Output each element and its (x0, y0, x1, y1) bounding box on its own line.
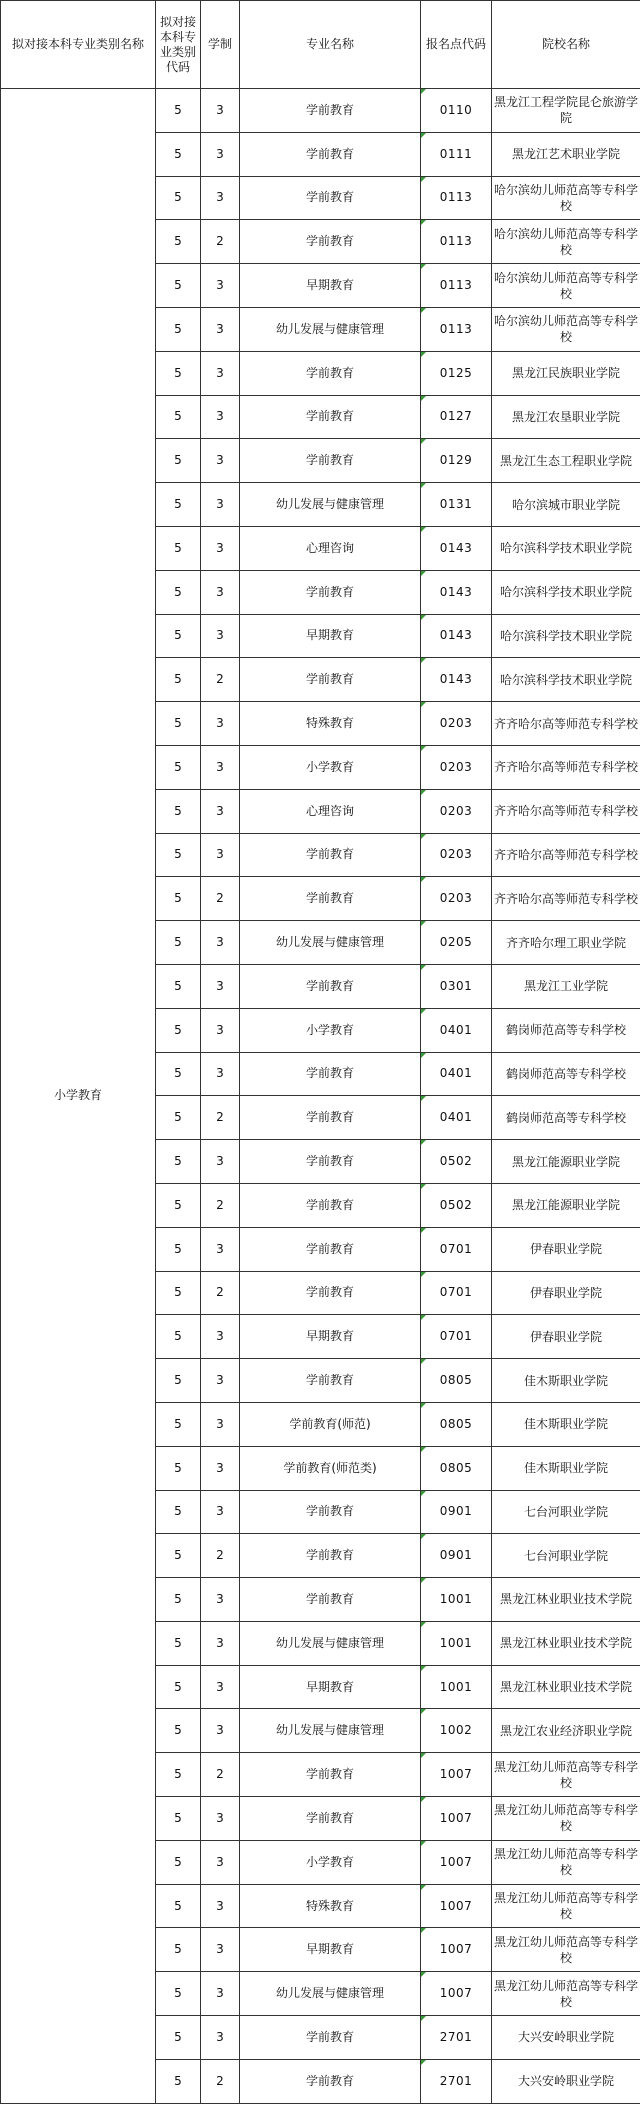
school-name-cell: 鹤岗师范高等专科学校 (492, 1052, 640, 1096)
registration-code-cell: 0110 (421, 89, 492, 133)
category-code-cell: 5 (156, 658, 201, 702)
major-name-cell: 学前教育 (240, 1490, 421, 1534)
major-name-cell: 学前教育 (240, 833, 421, 877)
years-cell: 3 (201, 395, 240, 439)
registration-code-cell: 1007 (421, 1972, 492, 2016)
years-cell: 3 (201, 1840, 240, 1884)
category-code-cell: 5 (156, 1709, 201, 1753)
years-cell: 3 (201, 526, 240, 570)
registration-code-cell: 0401 (421, 1052, 492, 1096)
category-code-cell: 5 (156, 1578, 201, 1622)
registration-code-cell: 2701 (421, 2059, 492, 2103)
years-cell: 2 (201, 1271, 240, 1315)
registration-code-cell: 0502 (421, 1183, 492, 1227)
school-name-cell: 黑龙江幼儿师范高等专科学校 (492, 1797, 640, 1841)
registration-code-cell: 1001 (421, 1665, 492, 1709)
major-name-cell: 特殊教育 (240, 702, 421, 746)
registration-code-cell: 0301 (421, 964, 492, 1008)
school-name-cell: 黑龙江幼儿师范高等专科学校 (492, 1928, 640, 1972)
category-code-cell: 5 (156, 132, 201, 176)
years-cell: 2 (201, 1096, 240, 1140)
category-code-cell: 5 (156, 2016, 201, 2060)
years-cell: 3 (201, 1709, 240, 1753)
registration-code-cell: 0113 (421, 307, 492, 351)
years-cell: 2 (201, 877, 240, 921)
major-name-cell: 心理咨询 (240, 789, 421, 833)
school-name-cell: 黑龙江林业职业技术学院 (492, 1578, 640, 1622)
school-name-cell: 齐齐哈尔高等师范专科学校 (492, 833, 640, 877)
category-code-cell: 5 (156, 833, 201, 877)
category-code-cell: 5 (156, 483, 201, 527)
school-name-cell: 齐齐哈尔高等师范专科学校 (492, 877, 640, 921)
years-cell: 3 (201, 570, 240, 614)
school-name-cell: 鹤岗师范高等专科学校 (492, 1096, 640, 1140)
school-name-cell: 鹤岗师范高等专科学校 (492, 1008, 640, 1052)
major-name-cell: 学前教育 (240, 658, 421, 702)
years-cell: 3 (201, 176, 240, 220)
category-code-cell: 5 (156, 89, 201, 133)
header-major: 专业名称 (240, 1, 421, 89)
category-code-cell: 5 (156, 1315, 201, 1359)
category-name-cell: 小学教育 (1, 89, 156, 2104)
registration-code-cell: 0111 (421, 132, 492, 176)
category-code-cell: 5 (156, 921, 201, 965)
years-cell: 3 (201, 745, 240, 789)
years-cell: 2 (201, 1183, 240, 1227)
category-code-cell: 5 (156, 1140, 201, 1184)
category-code-cell: 5 (156, 745, 201, 789)
header-row (1, 1, 640, 89)
registration-code-cell: 0125 (421, 351, 492, 395)
registration-code-cell: 0113 (421, 264, 492, 308)
major-name-cell: 早期教育 (240, 1928, 421, 1972)
registration-code-cell: 0805 (421, 1446, 492, 1490)
registration-code-cell: 0901 (421, 1534, 492, 1578)
school-name-cell: 哈尔滨科学技术职业学院 (492, 614, 640, 658)
years-cell: 3 (201, 1446, 240, 1490)
school-name-cell: 黑龙江能源职业学院 (492, 1140, 640, 1184)
years-cell: 3 (201, 1052, 240, 1096)
header-years: 学制 (201, 1, 240, 89)
school-name-cell: 黑龙江幼儿师范高等专科学校 (492, 1972, 640, 2016)
school-name-cell: 齐齐哈尔理工职业学院 (492, 921, 640, 965)
category-code-cell: 5 (156, 1359, 201, 1403)
major-name-cell: 学前教育 (240, 1052, 421, 1096)
major-name-cell: 学前教育(师范) (240, 1402, 421, 1446)
years-cell: 3 (201, 1315, 240, 1359)
registration-code-cell: 0502 (421, 1140, 492, 1184)
years-cell: 3 (201, 1884, 240, 1928)
years-cell: 3 (201, 614, 240, 658)
registration-code-cell: 0701 (421, 1315, 492, 1359)
school-name-cell: 大兴安岭职业学院 (492, 2059, 640, 2103)
registration-code-cell: 1007 (421, 1884, 492, 1928)
school-name-cell: 黑龙江幼儿师范高等专科学校 (492, 1840, 640, 1884)
years-cell: 3 (201, 921, 240, 965)
school-name-cell: 黑龙江工程学院昆仑旅游学院 (492, 89, 640, 133)
school-name-cell: 黑龙江民族职业学院 (492, 351, 640, 395)
school-name-cell: 黑龙江林业职业技术学院 (492, 1621, 640, 1665)
years-cell: 2 (201, 658, 240, 702)
major-name-cell: 幼儿发展与健康管理 (240, 307, 421, 351)
school-name-cell: 哈尔滨幼儿师范高等专科学校 (492, 176, 640, 220)
registration-code-cell: 1007 (421, 1840, 492, 1884)
school-name-cell: 伊春职业学院 (492, 1227, 640, 1271)
major-name-cell: 学前教育 (240, 1578, 421, 1622)
header-category-code: 拟对接本科专业类别代码 (156, 1, 201, 89)
category-code-cell: 5 (156, 1008, 201, 1052)
school-name-cell: 佳木斯职业学院 (492, 1359, 640, 1403)
years-cell: 3 (201, 702, 240, 746)
category-code-cell: 5 (156, 1753, 201, 1797)
category-code-cell: 5 (156, 1052, 201, 1096)
school-name-cell: 黑龙江工业学院 (492, 964, 640, 1008)
category-code-cell: 5 (156, 964, 201, 1008)
major-name-cell: 学前教育 (240, 570, 421, 614)
registration-code-cell: 1007 (421, 1797, 492, 1841)
major-name-cell: 学前教育 (240, 1227, 421, 1271)
registration-code-cell: 1001 (421, 1621, 492, 1665)
school-name-cell: 哈尔滨科学技术职业学院 (492, 658, 640, 702)
years-cell: 3 (201, 1140, 240, 1184)
major-name-cell: 幼儿发展与健康管理 (240, 1709, 421, 1753)
school-name-cell: 黑龙江能源职业学院 (492, 1183, 640, 1227)
years-cell: 3 (201, 132, 240, 176)
major-name-cell: 学前教育(师范类) (240, 1446, 421, 1490)
school-name-cell: 哈尔滨幼儿师范高等专科学校 (492, 220, 640, 264)
registration-code-cell: 1007 (421, 1753, 492, 1797)
category-code-cell: 5 (156, 1797, 201, 1841)
major-name-cell: 小学教育 (240, 745, 421, 789)
registration-code-cell: 0701 (421, 1271, 492, 1315)
category-code-cell: 5 (156, 1840, 201, 1884)
registration-code-cell: 0901 (421, 1490, 492, 1534)
major-name-cell: 学前教育 (240, 395, 421, 439)
major-name-cell: 早期教育 (240, 614, 421, 658)
years-cell: 3 (201, 1797, 240, 1841)
major-name-cell: 学前教育 (240, 351, 421, 395)
school-name-cell: 黑龙江幼儿师范高等专科学校 (492, 1884, 640, 1928)
category-code-cell: 5 (156, 395, 201, 439)
school-name-cell: 伊春职业学院 (492, 1315, 640, 1359)
school-name-cell: 哈尔滨科学技术职业学院 (492, 526, 640, 570)
school-name-cell: 大兴安岭职业学院 (492, 2016, 640, 2060)
major-name-cell: 学前教育 (240, 1797, 421, 1841)
major-name-cell: 学前教育 (240, 1271, 421, 1315)
school-name-cell: 齐齐哈尔高等师范专科学校 (492, 745, 640, 789)
category-code-cell: 5 (156, 1928, 201, 1972)
table-header (1, 1, 640, 89)
years-cell: 3 (201, 1928, 240, 1972)
registration-code-cell: 0113 (421, 176, 492, 220)
years-cell: 3 (201, 2016, 240, 2060)
registration-code-cell: 0143 (421, 614, 492, 658)
major-name-cell: 早期教育 (240, 1665, 421, 1709)
school-name-cell: 七台河职业学院 (492, 1534, 640, 1578)
school-name-cell: 黑龙江艺术职业学院 (492, 132, 640, 176)
registration-code-cell: 0203 (421, 833, 492, 877)
years-cell: 3 (201, 1227, 240, 1271)
school-name-cell: 齐齐哈尔高等师范专科学校 (492, 702, 640, 746)
category-code-cell: 5 (156, 1665, 201, 1709)
major-name-cell: 小学教育 (240, 1008, 421, 1052)
years-cell: 3 (201, 1402, 240, 1446)
category-code-cell: 5 (156, 1490, 201, 1534)
registration-code-cell: 0203 (421, 789, 492, 833)
category-code-cell: 5 (156, 1402, 201, 1446)
major-name-cell: 早期教育 (240, 264, 421, 308)
years-cell: 3 (201, 89, 240, 133)
years-cell: 2 (201, 1534, 240, 1578)
registration-code-cell: 1001 (421, 1578, 492, 1622)
major-name-cell: 心理咨询 (240, 526, 421, 570)
major-name-cell: 学前教育 (240, 1140, 421, 1184)
major-name-cell: 幼儿发展与健康管理 (240, 921, 421, 965)
registration-code-cell: 0205 (421, 921, 492, 965)
category-code-cell: 5 (156, 877, 201, 921)
school-name-cell: 黑龙江农业经济职业学院 (492, 1709, 640, 1753)
years-cell: 2 (201, 1753, 240, 1797)
category-code-cell: 5 (156, 439, 201, 483)
category-code-cell: 5 (156, 570, 201, 614)
registration-code-cell: 0131 (421, 483, 492, 527)
category-code-cell: 5 (156, 220, 201, 264)
school-name-cell: 伊春职业学院 (492, 1271, 640, 1315)
category-code-cell: 5 (156, 1271, 201, 1315)
category-code-cell: 5 (156, 1534, 201, 1578)
major-name-cell: 特殊教育 (240, 1884, 421, 1928)
registration-code-cell: 1002 (421, 1709, 492, 1753)
registration-code-cell: 0805 (421, 1402, 492, 1446)
major-name-cell: 学前教育 (240, 1183, 421, 1227)
registration-code-cell: 2701 (421, 2016, 492, 2060)
major-name-cell: 学前教育 (240, 1753, 421, 1797)
school-name-cell: 黑龙江林业职业技术学院 (492, 1665, 640, 1709)
category-code-cell: 5 (156, 307, 201, 351)
category-code-cell: 5 (156, 351, 201, 395)
category-code-cell: 5 (156, 1227, 201, 1271)
registration-code-cell: 0203 (421, 745, 492, 789)
major-name-cell: 学前教育 (240, 220, 421, 264)
registration-code-cell: 1007 (421, 1928, 492, 1972)
years-cell: 3 (201, 1621, 240, 1665)
major-name-cell: 学前教育 (240, 2059, 421, 2103)
category-code-cell: 5 (156, 1096, 201, 1140)
header-school: 院校名称 (492, 1, 640, 89)
years-cell: 3 (201, 1578, 240, 1622)
registration-code-cell: 0129 (421, 439, 492, 483)
header-category: 拟对接本科专业类别名称 (1, 1, 156, 89)
major-name-cell: 早期教育 (240, 1315, 421, 1359)
category-code-cell: 5 (156, 614, 201, 658)
years-cell: 2 (201, 2059, 240, 2103)
registration-code-cell: 0701 (421, 1227, 492, 1271)
table-body (1, 89, 640, 2104)
years-cell: 3 (201, 833, 240, 877)
category-code-cell: 5 (156, 1446, 201, 1490)
years-cell: 3 (201, 1972, 240, 2016)
school-name-cell: 七台河职业学院 (492, 1490, 640, 1534)
registration-code-cell: 0143 (421, 570, 492, 614)
registration-code-cell: 0127 (421, 395, 492, 439)
category-code-cell: 5 (156, 1884, 201, 1928)
major-name-cell: 学前教育 (240, 1534, 421, 1578)
school-name-cell: 哈尔滨科学技术职业学院 (492, 570, 640, 614)
years-cell: 3 (201, 1665, 240, 1709)
major-name-cell: 幼儿发展与健康管理 (240, 1972, 421, 2016)
category-code-cell: 5 (156, 1183, 201, 1227)
years-cell: 3 (201, 1359, 240, 1403)
header-reg-code: 报名点代码 (421, 1, 492, 89)
category-code-cell: 5 (156, 789, 201, 833)
registration-code-cell: 0143 (421, 658, 492, 702)
registration-code-cell: 0203 (421, 702, 492, 746)
major-name-cell: 学前教育 (240, 439, 421, 483)
major-name-cell: 学前教育 (240, 1359, 421, 1403)
years-cell: 3 (201, 307, 240, 351)
school-name-cell: 黑龙江生态工程职业学院 (492, 439, 640, 483)
registration-code-cell: 0203 (421, 877, 492, 921)
major-name-cell: 幼儿发展与健康管理 (240, 1621, 421, 1665)
school-name-cell: 齐齐哈尔高等师范专科学校 (492, 789, 640, 833)
years-cell: 2 (201, 220, 240, 264)
major-name-cell: 小学教育 (240, 1840, 421, 1884)
years-cell: 3 (201, 483, 240, 527)
category-code-cell: 5 (156, 526, 201, 570)
major-name-cell: 学前教育 (240, 2016, 421, 2060)
category-code-cell: 5 (156, 702, 201, 746)
school-name-cell: 哈尔滨幼儿师范高等专科学校 (492, 264, 640, 308)
school-name-cell: 佳木斯职业学院 (492, 1446, 640, 1490)
years-cell: 3 (201, 789, 240, 833)
category-code-cell: 5 (156, 2059, 201, 2103)
registration-code-cell: 0143 (421, 526, 492, 570)
major-name-cell: 学前教育 (240, 877, 421, 921)
school-name-cell: 黑龙江幼儿师范高等专科学校 (492, 1753, 640, 1797)
category-code-cell: 5 (156, 1972, 201, 2016)
years-cell: 3 (201, 1008, 240, 1052)
registration-code-cell: 0113 (421, 220, 492, 264)
school-name-cell: 哈尔滨城市职业学院 (492, 483, 640, 527)
table-row (1, 89, 640, 133)
registration-code-cell: 0805 (421, 1359, 492, 1403)
years-cell: 3 (201, 964, 240, 1008)
registration-code-cell: 0401 (421, 1096, 492, 1140)
registration-code-cell: 0401 (421, 1008, 492, 1052)
category-code-cell: 5 (156, 264, 201, 308)
major-name-cell: 学前教育 (240, 132, 421, 176)
major-name-cell: 学前教育 (240, 176, 421, 220)
school-name-cell: 哈尔滨幼儿师范高等专科学校 (492, 307, 640, 351)
major-name-cell: 学前教育 (240, 1096, 421, 1140)
years-cell: 3 (201, 439, 240, 483)
school-name-cell: 佳木斯职业学院 (492, 1402, 640, 1446)
category-code-cell: 5 (156, 1621, 201, 1665)
major-name-cell: 学前教育 (240, 964, 421, 1008)
major-name-cell: 幼儿发展与健康管理 (240, 483, 421, 527)
school-name-cell: 黑龙江农垦职业学院 (492, 395, 640, 439)
category-code-cell: 5 (156, 176, 201, 220)
major-name-cell: 学前教育 (240, 89, 421, 133)
years-cell: 3 (201, 1490, 240, 1534)
years-cell: 3 (201, 264, 240, 308)
years-cell: 3 (201, 351, 240, 395)
